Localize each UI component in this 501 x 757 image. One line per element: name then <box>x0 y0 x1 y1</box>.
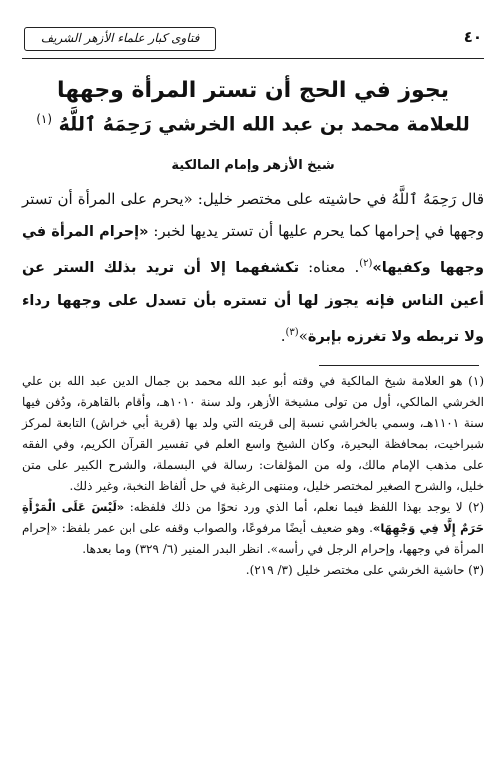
author-line <box>22 112 484 135</box>
footnote-2-rest: . وهو ضعيف أيضًا مرفوعًا، والصواب وقفه على ابن عمر بلفظ: «إحرام المرأة في وجهها، وإحرام الرجل في رأسه». انظر البدر المنير (٦/ ٣٢٩) وما بعدها. <box>22 521 484 556</box>
footnote-1: (١) هو العلامة شيخ المالكية في وقته أبو عبد الله محمد بن جمال الدين عبد الله بن علي الخرشي المالكي، أول من تولى مشيخة الأزهر، ولد سنة ١٠١٠هـ، وأقام بالقاهرة، ودُفن فيها سنة ١١٠١هـ، وسمي بالخراشي نسبة إلى قريته التي ولد بها (قرية أبي خراش) التابعة لمركز شبراخيت، بمحافظة البحيرة، وكان الشيخ واسع العلم في تفسير القرآن الكريم، وفي الفقه على مذهب الإمام مالك، وله من المؤلفات: رسالة في البسملة، والشرح الكبير على متن خليل، والشرح الصغير لمختصر خليل، ومنتهى الرغبة في حل ألفاظ النخبة، وغير ذلك. <box>22 374 485 493</box>
header-divider <box>22 58 484 59</box>
footnote-ref-1: (١) <box>36 112 53 126</box>
hadith-quote: «إحرام المرأة في وجهها وكفيها» <box>22 224 484 276</box>
footnote-divider <box>319 365 479 366</box>
body-intro: قال رَحِمَهُ ٱللَّهُ في حاشيته على مختصر خليل: «يحرم على المرأة أن تستر وجهها في إحرامها كما يحرم عليها أن تستر يديها لخبر: <box>22 190 484 240</box>
footnote-3: (٣) حاشية الخرشي على مختصر خليل (٣/ ٢١٩). <box>245 563 484 577</box>
author-role: شيخ الأزهر وإمام المالكية <box>171 158 335 173</box>
fatwa-body <box>22 183 484 353</box>
page-number: ٤٠ <box>463 28 482 46</box>
footnotes <box>22 371 484 581</box>
footnote-ref-2: (٢) <box>359 258 373 269</box>
footnote-2 <box>22 497 484 560</box>
meaning-text: تكشفهما إلا أن تريد بذلك الستر عن أعين الناس فإنه يجوز لها أن تستره بأن تسدل على وجهها رداء ولا تربطه ولا تغرزه بإبرة <box>22 260 484 345</box>
footnote-2-quote: «لَيْسَ عَلَى الْمَرْأَةِ حَرَمٌ إِلَّا فِي وَجْهِهَا» <box>22 500 484 535</box>
page-header <box>22 26 484 54</box>
meaning-label: . معناه: <box>299 258 360 276</box>
author-name: للعلامة محمد بن عبد الله الخرشي رَحِمَهُ ٱللَّهُ <box>58 113 470 136</box>
body-end: . <box>280 327 286 345</box>
quote-close: » <box>298 327 308 345</box>
footnote-ref-3: (٣) <box>285 327 299 338</box>
footnote-2-start: (٢) لا يوجد بهذا اللفظ فيما نعلم، أما الذي ورد نحوًا من ذلك فلفظه: <box>124 500 484 514</box>
fatwa-title: يجوز في الحج أن تستر المرأة وجهها <box>57 78 449 103</box>
running-title: فتاوى كبار علماء الأزهر الشريف <box>24 27 216 51</box>
